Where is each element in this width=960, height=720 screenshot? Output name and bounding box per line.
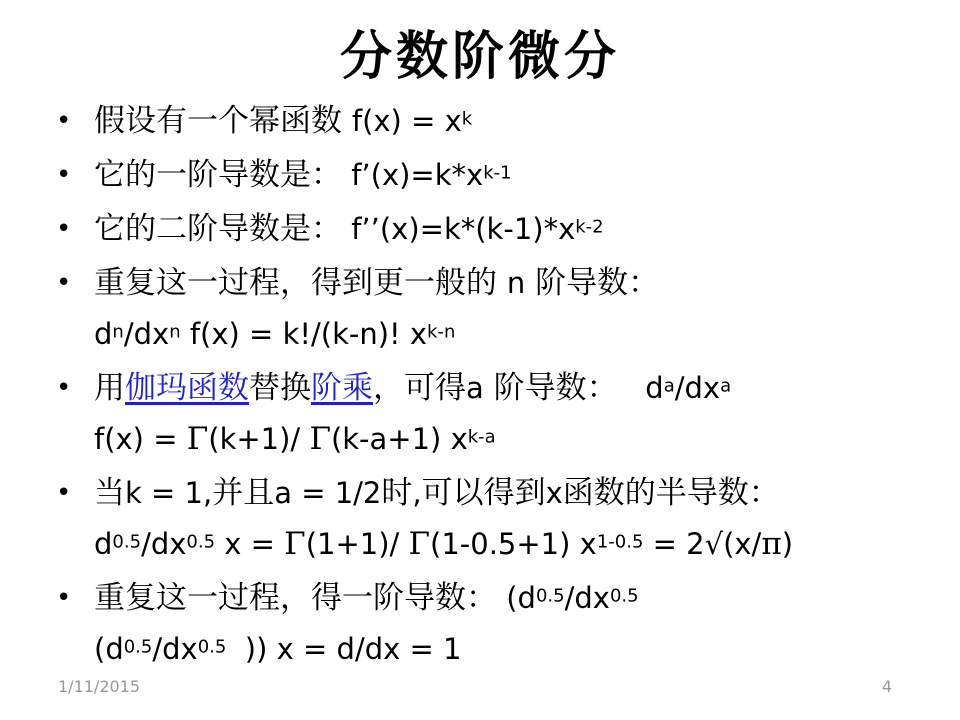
text-line bbox=[94, 206, 946, 257]
text-segment: 重复这一过程，得到更一般的 bbox=[94, 265, 507, 301]
text-segment: 并且 bbox=[212, 475, 275, 511]
text-segment: /dx bbox=[141, 527, 187, 561]
text-segment: k-n bbox=[427, 321, 456, 343]
bullet-content bbox=[94, 575, 946, 677]
list-item bbox=[56, 575, 946, 677]
text-line bbox=[94, 470, 946, 521]
text-line bbox=[94, 626, 946, 677]
text-segment: 假设有一个幂函数 bbox=[94, 103, 352, 139]
text-segment: = 2√(x/ bbox=[643, 527, 762, 561]
text-segment: f’’(x)=k*(k-1)*x bbox=[342, 212, 576, 246]
text-segment: 1-0.5 bbox=[596, 531, 644, 553]
text-line bbox=[94, 260, 946, 311]
bullet-list bbox=[56, 98, 946, 680]
text-segment: x bbox=[545, 476, 563, 510]
text-segment: 0.5 bbox=[535, 585, 565, 607]
bullet-content bbox=[94, 152, 946, 203]
list-item bbox=[56, 152, 946, 203]
text-segment: /dx bbox=[152, 632, 198, 666]
list-item bbox=[56, 365, 946, 467]
text-segment: , bbox=[412, 476, 422, 510]
text-segment: n bbox=[169, 321, 181, 343]
text-segment: Γ bbox=[408, 526, 431, 562]
text-segment: k-2 bbox=[575, 216, 604, 238]
text-segment: Γ bbox=[186, 421, 209, 457]
bullet-content bbox=[94, 470, 946, 572]
text-segment: )) x = d/dx = 1 bbox=[226, 632, 462, 666]
text-segment: Γ bbox=[284, 526, 306, 562]
text-segment: 0.5 bbox=[186, 531, 216, 553]
bullet-marker: • bbox=[56, 160, 72, 190]
text-segment: (d bbox=[497, 581, 536, 615]
text-segment: a bbox=[466, 371, 484, 405]
text-segment: a bbox=[663, 375, 675, 397]
list-item bbox=[56, 260, 946, 362]
text-segment: 时 bbox=[381, 475, 413, 511]
text-line bbox=[94, 152, 946, 203]
text-line bbox=[94, 365, 946, 416]
text-segment: 它的一阶导数是： bbox=[94, 157, 342, 193]
text-segment: a bbox=[720, 375, 732, 397]
text-segment: (k-a+1) x bbox=[330, 422, 468, 456]
text-segment: k bbox=[461, 108, 473, 130]
bullet-content bbox=[94, 365, 946, 467]
text-segment: /dx bbox=[123, 317, 170, 351]
bullet-content bbox=[94, 98, 946, 149]
text-segment: /dx bbox=[564, 581, 610, 615]
text-segment: d bbox=[617, 371, 664, 405]
footer-page-number: 4 bbox=[881, 677, 892, 696]
text-segment: (d bbox=[94, 632, 124, 666]
text-segment: 阶导数： bbox=[483, 370, 618, 406]
footer-date: 1/11/2015 bbox=[58, 677, 141, 696]
text-segment: f’(x)=k*x bbox=[342, 158, 484, 192]
text-segment: π bbox=[761, 526, 782, 562]
text-segment: 0.5 bbox=[123, 636, 153, 658]
text-segment: (k+1)/ bbox=[208, 422, 310, 456]
text-segment: k-a bbox=[467, 426, 496, 448]
bullet-marker: • bbox=[56, 268, 72, 298]
text-segment: 阶导数： bbox=[525, 265, 660, 301]
text-segment: Γ bbox=[309, 421, 331, 457]
page-title: 分数阶微分 bbox=[339, 26, 620, 87]
text-segment: 可以得到 bbox=[421, 475, 546, 511]
bullet-marker: • bbox=[56, 214, 72, 244]
text-segment: 用 bbox=[94, 370, 125, 406]
text-line bbox=[94, 416, 946, 467]
text-segment: d bbox=[94, 317, 113, 351]
text-line bbox=[94, 98, 946, 149]
text-segment: f(x) = x bbox=[351, 104, 462, 138]
text-segment: 当 bbox=[94, 475, 125, 511]
text-segment: 替换 bbox=[249, 370, 311, 406]
bullet-marker: • bbox=[56, 478, 72, 508]
list-item bbox=[56, 470, 946, 572]
text-segment: a = 1/2 bbox=[274, 476, 382, 510]
text-line bbox=[94, 311, 946, 362]
text-segment: ) bbox=[781, 527, 794, 561]
text-segment: k-1 bbox=[483, 162, 512, 184]
text-segment: f(x) = k!/(k-n)! x bbox=[180, 317, 428, 351]
text-segment: (1+1)/ bbox=[305, 527, 409, 561]
text-line bbox=[94, 521, 946, 572]
text-segment: f(x) = bbox=[94, 422, 187, 456]
bullet-marker: • bbox=[56, 583, 72, 613]
text-segment: 0.5 bbox=[112, 531, 142, 553]
text-segment: /dx bbox=[674, 371, 721, 405]
text-segment: k = 1, bbox=[125, 476, 213, 510]
bullet-marker: • bbox=[56, 106, 72, 136]
text-segment: 它的二阶导数是： bbox=[94, 211, 342, 247]
bullet-marker: • bbox=[56, 373, 72, 403]
text-segment: ，可得 bbox=[373, 370, 466, 406]
text-segment: 函数的半导数： bbox=[562, 475, 780, 511]
link-gamma-function[interactable]: 伽玛函数 bbox=[125, 370, 249, 406]
text-segment: n bbox=[506, 266, 526, 300]
text-line bbox=[94, 575, 946, 626]
link-factorial[interactable]: 阶乘 bbox=[311, 370, 373, 406]
text-segment: (1-0.5+1) x bbox=[430, 527, 597, 561]
text-segment: 0.5 bbox=[609, 585, 639, 607]
text-segment: 重复这一过程，得一阶导数： bbox=[94, 580, 497, 616]
text-segment: d bbox=[94, 527, 113, 561]
text-segment: n bbox=[112, 321, 124, 343]
bullet-content bbox=[94, 206, 946, 257]
bullet-content bbox=[94, 260, 946, 362]
text-segment: 0.5 bbox=[197, 636, 227, 658]
text-segment: x = bbox=[215, 527, 285, 561]
list-item bbox=[56, 206, 946, 257]
list-item bbox=[56, 98, 946, 149]
